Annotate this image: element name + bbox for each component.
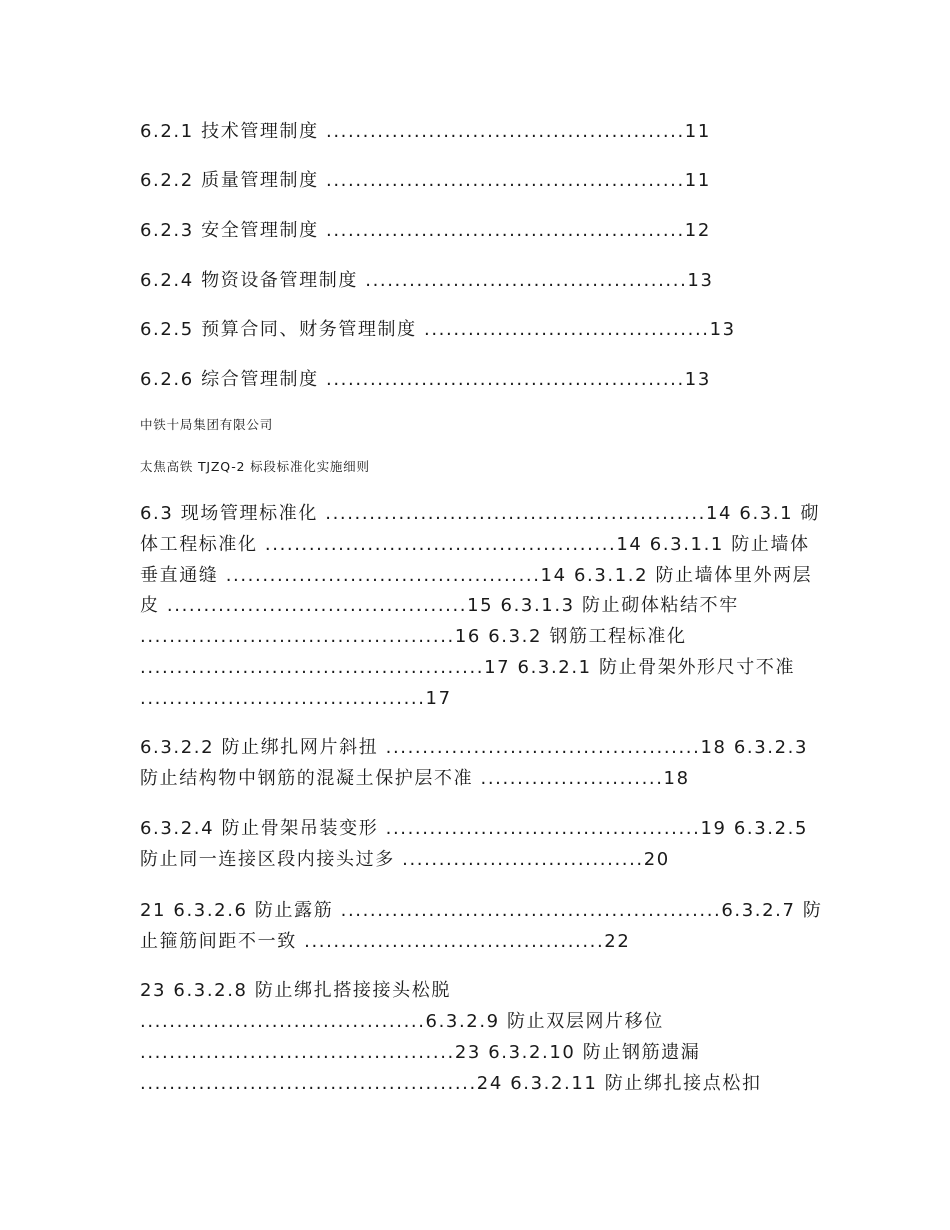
toc-line: ...........................................16 6.3.2 钢筋工程标准化 <box>140 626 687 647</box>
toc-line: 23 6.3.2.8 防止绑扎搭接接头松脱 <box>140 980 451 1001</box>
toc-line: .......................................17 <box>140 688 452 709</box>
toc-line: 6.2.3 安全管理制度 .................................................12 <box>140 220 711 241</box>
toc-line: 体工程标准化 ................................................14 6.3.1.1 防止墙体 <box>140 534 810 555</box>
toc-line: ...............................................17 6.3.2.1 防止骨架外形尺寸不准 <box>140 657 796 678</box>
toc-line: 6.3.2.4 防止骨架吊装变形 ...........................................19 6.3.2.5 <box>140 818 809 839</box>
toc-line: 防止结构物中钢筋的混凝土保护层不准 .........................18 <box>140 768 690 789</box>
toc-line: ..............................................24 6.3.2.11 防止绑扎接点松扣 <box>140 1073 762 1094</box>
toc-line: 21 6.3.2.6 防止露筋 ....................................................6.3.2.7 防 <box>140 900 823 921</box>
toc-line: 6.2.2 质量管理制度 .................................................11 <box>140 170 711 191</box>
toc-line: 6.2.4 物资设备管理制度 ............................................13 <box>140 270 714 291</box>
company-name: 中铁十局集团有限公司 <box>140 417 274 432</box>
toc-line: .......................................6.3.2.9 防止双层网片移位 <box>140 1011 664 1032</box>
toc-line: 垂直通缝 ...........................................14 6.3.1.2 防止墙体里外两层 <box>140 565 813 586</box>
toc-line: ...........................................23 6.3.2.10 防止钢筋遗漏 <box>140 1042 701 1063</box>
toc-line: 止箍筋间距不一致 .........................................22 <box>140 931 631 952</box>
toc-line: 6.2.1 技术管理制度 .................................................11 <box>140 121 711 142</box>
project-title: 太焦高铁 TJZQ-2 标段标准化实施细则 <box>140 459 370 474</box>
toc-line: 皮 .........................................15 6.3.1.3 防止砌体粘结不牢 <box>140 595 739 616</box>
toc-line: 防止同一连接区段内接头过多 .................................20 <box>140 849 670 870</box>
toc-line: 6.3.2.2 防止绑扎网片斜扭 ...........................................18 6.3.2.3 <box>140 737 809 758</box>
toc-line: 6.2.6 综合管理制度 .................................................13 <box>140 369 711 390</box>
toc-line: 6.2.5 预算合同、财务管理制度 .......................................13 <box>140 319 736 340</box>
toc-line: 6.3 现场管理标准化 ....................................................14 6.3.1 砌 <box>140 503 821 524</box>
